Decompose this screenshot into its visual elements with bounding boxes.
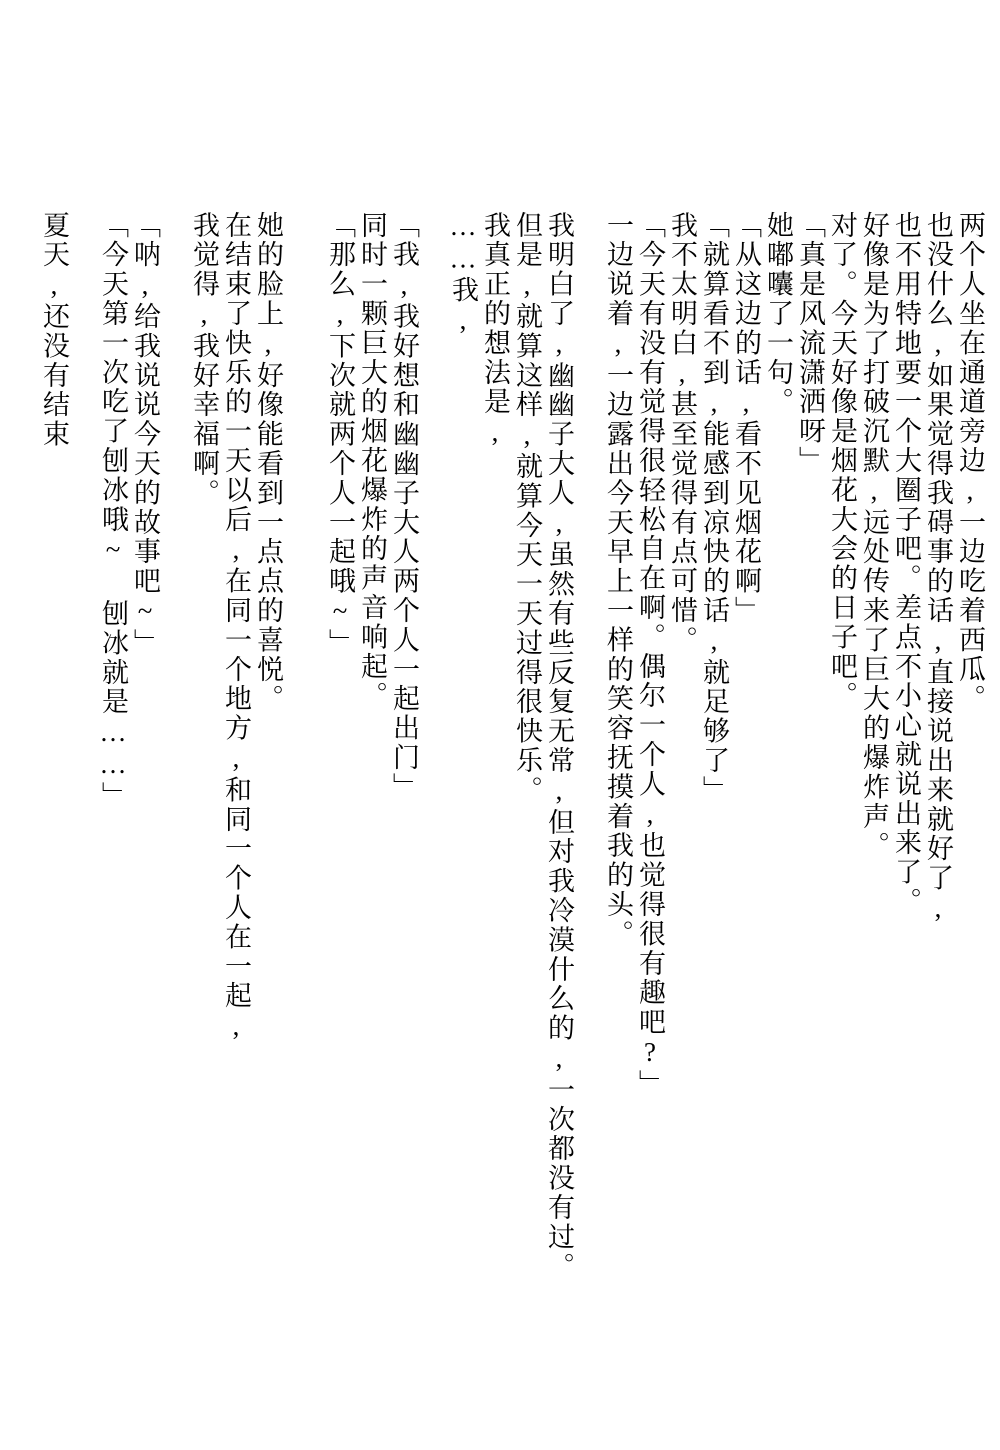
text-column-line: 对了。今天好像是烟花大会的日子吧。 — [827, 211, 857, 711]
text-column-line: 「今天有没有觉得很轻松自在啊。偶尔一个人,也觉得很有趣吧?」 — [635, 211, 665, 1099]
text-column-line: 夏天,还没有结束 — [39, 211, 69, 450]
text-column-line: 我不太明白,甚至觉得有点可惜。 — [667, 211, 697, 655]
text-column-line: 「就算看不到,能感到凉快的话,就足够了」 — [699, 211, 729, 805]
text-column-line: 「从这边的话,看不见烟花啊」 — [731, 211, 761, 626]
text-column-line: 好像是为了打破沉默,远处传来了巨大的爆炸声。 — [859, 211, 889, 861]
vertical-text-block — [38, 211, 986, 1331]
text-column-line: 也不用特地要一个大圈子吧。差点不小心就说出来了。 — [891, 211, 921, 917]
text-column-line: ……我, — [448, 211, 478, 338]
text-column-line: 两个人坐在通道旁边,一边吃着西瓜。 — [955, 211, 985, 714]
text-column-line: 一边说着,一边露出今天早上一样的笑容抚摸着我的头。 — [603, 211, 633, 949]
paragraph — [38, 211, 70, 1331]
text-column-line: 我真正的想法是, — [480, 211, 510, 450]
text-column-line: 「今天第一次吃了刨冰哦~ 刨冰就是……」 — [98, 211, 128, 811]
text-column-line: 「那么,下次就两个人一起哦~」 — [325, 211, 355, 658]
paragraph — [97, 211, 161, 1331]
text-column-line: 我明白了,幽幽子大人,虽然有些反复无常,但对我冷漠什么的,一次都没有过。 — [544, 211, 574, 1282]
paragraph — [324, 211, 420, 1331]
text-column-line: 「我,我好想和幽幽子大人两个人一起出门」 — [389, 211, 419, 802]
paragraph — [602, 211, 986, 1331]
text-column-line: 「呐,给我说说今天的故事吧~」 — [130, 211, 160, 658]
text-column-line: 她嘟囔了一句。 — [763, 211, 793, 417]
text-column-line: 我觉得,我好幸福啊。 — [189, 211, 219, 508]
text-column-line: 但是,就算这样,就算今天一天过得很快乐。 — [512, 211, 542, 805]
paragraph — [447, 211, 575, 1331]
text-column-line: 同时一颗巨大的烟花爆炸的声音响起。 — [357, 211, 387, 711]
text-column-line: 也没什么,如果觉得我碍事的话,直接说出来就好了, — [923, 211, 953, 926]
text-column-line: 她的脸上,好像能看到一点点的喜悦。 — [253, 211, 283, 714]
paragraph — [188, 211, 284, 1331]
text-column-line: 「真是风流潇洒呀」 — [795, 211, 825, 476]
text-column-line: 在结束了快乐的一天以后,在同一个地方,和同一个人在一起, — [221, 211, 251, 1044]
